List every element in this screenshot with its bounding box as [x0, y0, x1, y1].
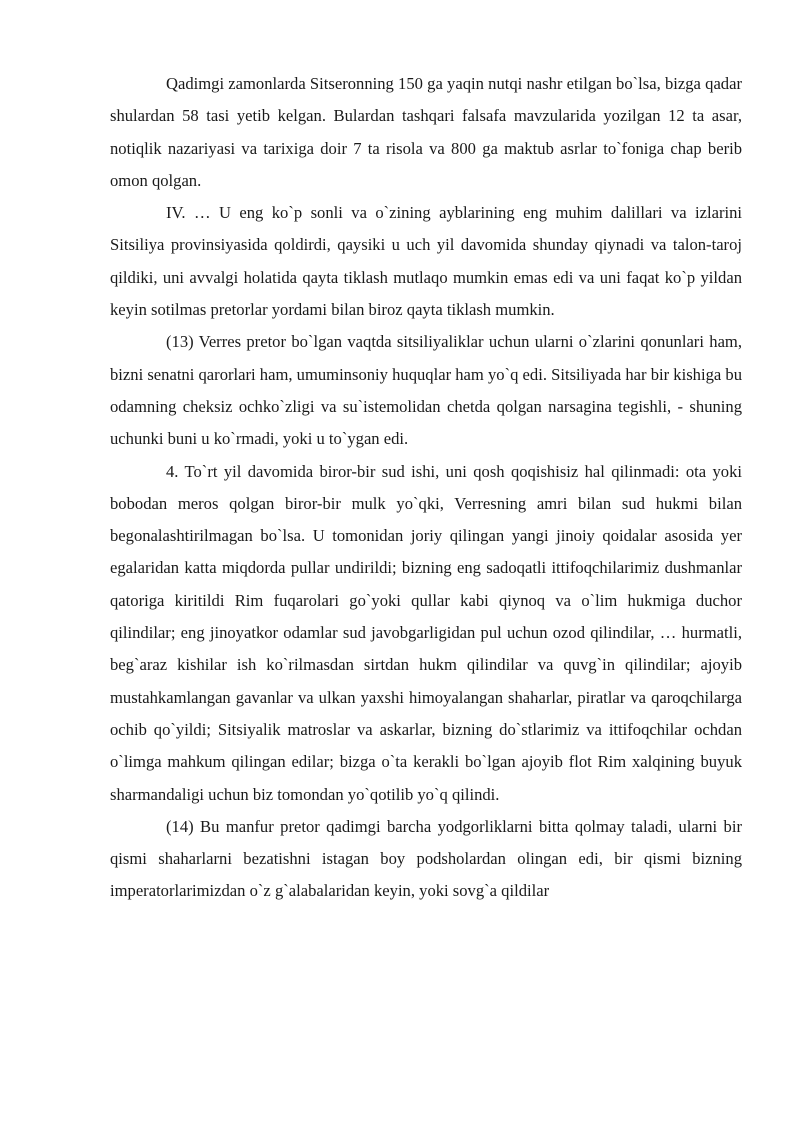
document-body	[110, 68, 742, 908]
paragraph-13: (13) Verres pretor bo`lgan vaqtda sitsiliyaliklar uchun ularni o`zlarini qonunlari ham, bizni senatni qarorlari ham, umuminsoniy huquqlar ham yo`q edi. Sitsiliyada har bir kishiga bu odamning cheksiz ochko`zligi va su`istemolidan chetda qolgan narsagina tegishli, - shuning uchunki buni u ko`rmadi, yoki u to`ygan edi.	[110, 332, 742, 449]
paragraph-section-iv: IV. … U eng ko`p sonli va o`zining ayblarining eng muhim dalillari va izlarini Sitsiliya provinsiyasida qoldirdi, qaysiki u uch yil davomida shunday qiynadi va talon-taroj qildiki, uni avvalgi holatida qayta tiklash mutlaqo mumkin emas edi va uni faqat ko`p yildan keyin sotilmas pretorlar yordami bilan biroz qayta tiklash mumkin.	[110, 203, 742, 320]
paragraph-intro: Qadimgi zamonlarda Sitseronning 150 ga yaqin nutqi nashr etilgan bo`lsa, bizga qadar shulardan 58 tasi yetib kelgan. Bulardan tashqari falsafa mavzularida yozilgan 12 ta asar, notiqlik nazariyasi va tarixiga doir 7 ta risola va 800 ga maktub asrlar to`foniga chap berib omon qolgan.	[110, 74, 742, 190]
paragraph-14: (14) Bu manfur pretor qadimgi barcha yodgorliklarni bitta qolmay taladi, ularni bir qismi shaharlarni bezatishni istagan boy podsholardan olingan edi, bir qismi bizning imperatorlarimizdan o`z g`alabalaridan keyin, yoki sovg`a qildilar	[110, 816, 742, 901]
paragraph-4: 4. To`rt yil davomida biror-bir sud ishi, uni qosh qoqishisiz hal qilinmadi: ota yoki bobodan meros qolgan biror-bir mulk yo`qki, Verresning amri bilan sud hukmi bilan begonalashtirilmagan bo`lsa. U tomonidan joriy qilingan yangi jinoiy qoidalar asosida yer egalaridan katta miqdorda pullar undirildi; bizning eng sadoqatli ittifoqchilarimiz dushmanlar qatoriga kiritildi Rim fuqarolari go`yoki qullar kabi qiynoq va o`lim hukmiga duchor qilindilar; eng jinoyatkor odamlar sud javobgarligidan pul uchun ozod qilindilar, … hurmatli, beg`araz kishilar ish ko`rilmasdan sirtdan hukm qilindilar va quvg`in qilindilar; ajoyib mustahkamlangan gavanlar va ulkan yaxshi himoyalangan shaharlar, piratlar va qaroqchilarga ochib qo`yildi; Sitsiyalik matroslar va askarlar, bizning do`stlarimiz va ittifoqchilar ochdan o`limga mahkum qilingan edilar; bizga o`ta kerakli bo`lgan ajoyib flot Rim xalqining buyuk sharmandaligi uchun biz tomondan yo`qotilib yo`q qilindi.	[110, 461, 742, 804]
